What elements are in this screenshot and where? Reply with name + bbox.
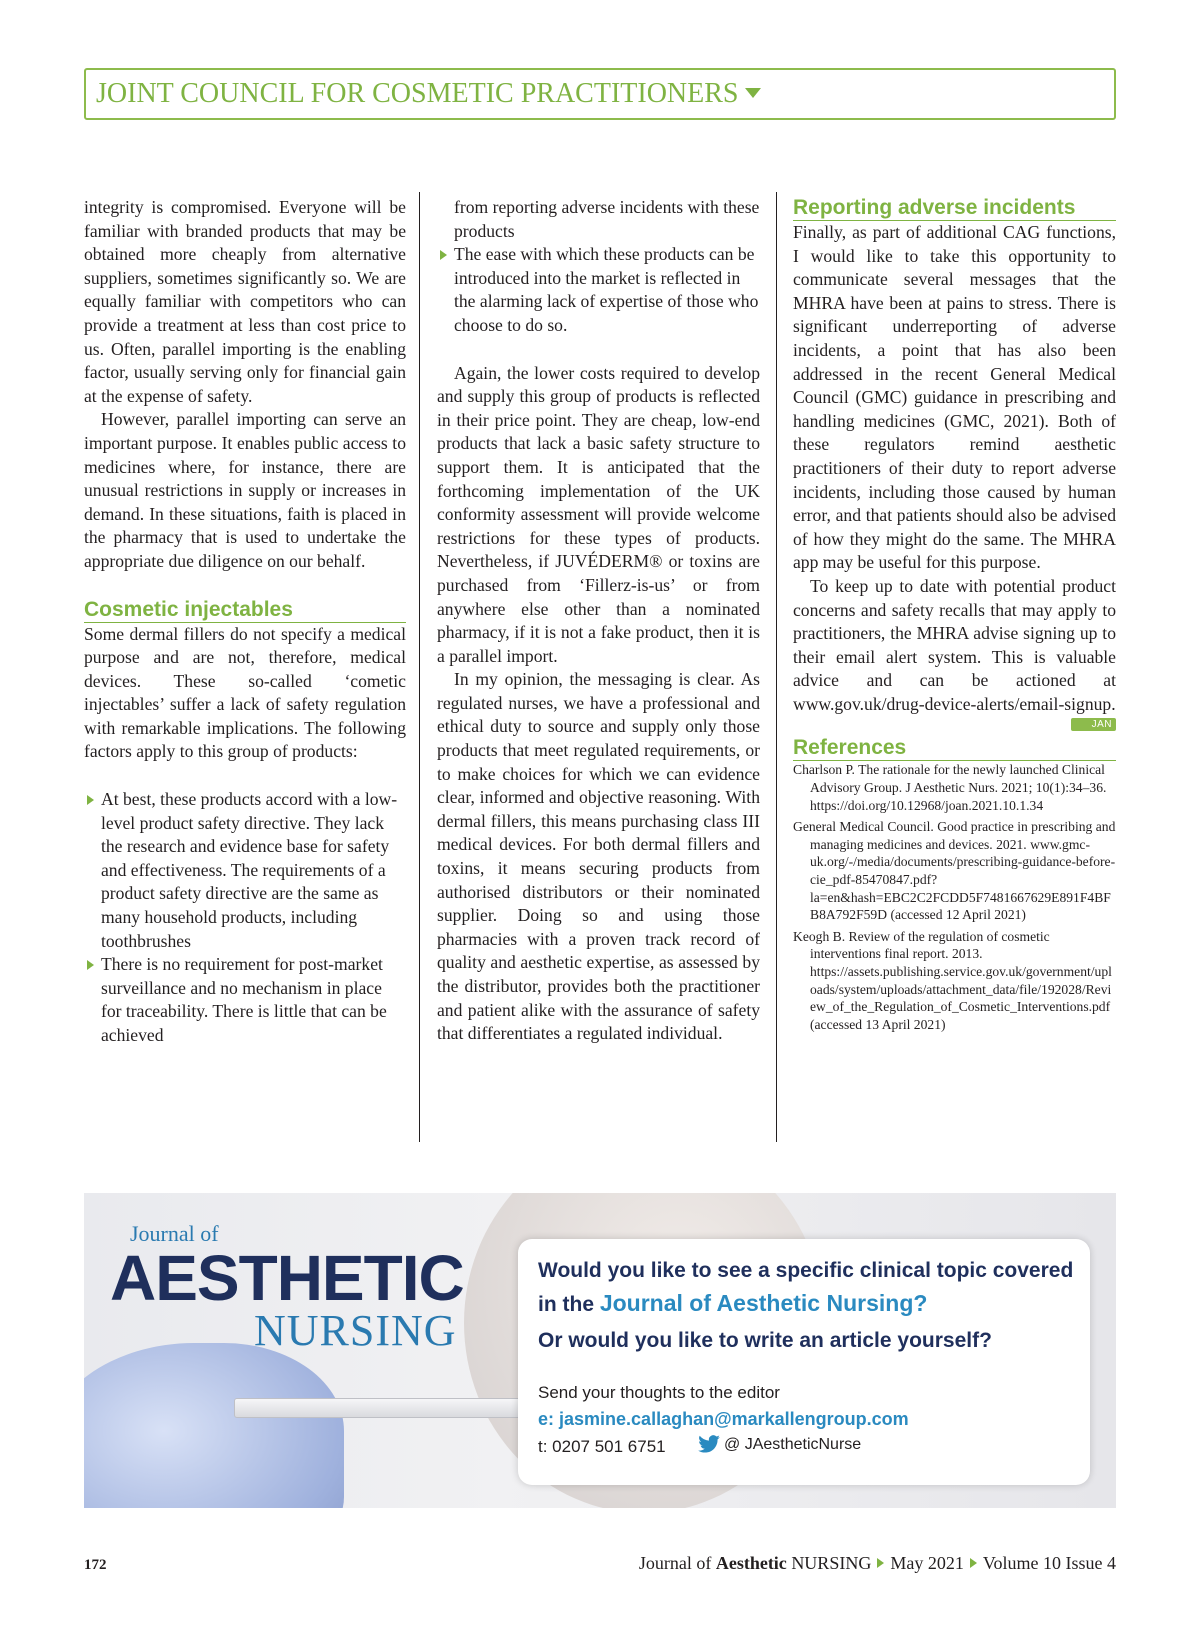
- bullet-item: At best, these products accord with a low-level product safety directive. They lack the research and evidence base for safety and effectiveness. The requirements of a product safety directive are the same as many household products, including toothbrushes: [84, 788, 406, 953]
- bullet-continuation: from reporting adverse incidents with these products: [454, 197, 760, 241]
- section-heading-cosmetic-injectables: Cosmetic injectables: [84, 598, 406, 623]
- running-footer: [639, 1553, 1116, 1574]
- ad-send-thoughts: Send your thoughts to the editor: [538, 1383, 780, 1402]
- paragraph: integrity is compromised. Everyone will be familiar with branded products that may be obtained more cheaply from alternative suppliers, sometimes significantly so. We are equally familiar with competitors who can provide a treatment at less than cost price to us. Often, parallel importing is the enabling factor, usually serving only for financial gain at the expense of safety.: [84, 197, 406, 406]
- end-of-article-mark: JAN: [1071, 718, 1116, 731]
- twitter-bird-icon: [698, 1435, 720, 1453]
- triangle-right-icon: [877, 1558, 884, 1568]
- footer-volume: Volume 10 Issue 4: [982, 1553, 1116, 1573]
- reference-list: [793, 761, 1116, 1033]
- paragraph-text: To keep up to date with potential product concerns and safety recalls that may apply to practitioners, the MHRA advise signing up to their email alert system. This is valuable advice and can be actioned at www.gov.uk/drug-device-alerts/email-signup.: [793, 575, 1116, 714]
- paragraph: Finally, as part of additional CAG functions, I would like to take this opportunity to communicate several messages that the MHRA have been at pains to stress. There is significant underreporting of adverse incidents, a point that has also been addressed in the recent General Medical Council (GMC) guidance in prescribing and handling medicines (GMC, 2021). Both of these regulators remind aesthetic practitioners of their duty to report adverse incidents, including those caused by human error, and that patients should also be advised of how they might do the same. The MHRA app may be useful for this purpose.: [793, 222, 1116, 573]
- ad-journal-name: Journal of Aesthetic Nursing?: [599, 1290, 928, 1316]
- paragraph: [793, 575, 1116, 731]
- journal-advertisement: [84, 1193, 1116, 1508]
- footer-journal-bold: Aesthetic: [715, 1553, 787, 1573]
- paragraph: In my opinion, the messaging is clear. As regulated nurses, we have a professional and ethical duty to source and supply only those products that meet regulated requirements, or to make choices for which we can evidence clear, informed and objective reasoning. With dermal fillers, this means purchasing class III medical devices. For both dermal fillers and toxins, it means securing products from authorised distributors or their nominated supplier. Doing so and using those pharmacies with a proven track record of quality and aesthetic expertise, as assessed by the distributor, provides both the practitioner and patient alike with the assurance of safety that differentiates a regulated individual.: [437, 669, 760, 1044]
- reference-item: Charlson P. The rationale for the newly launched Clinical Advisory Group. J Aesthetic Nurs. 2021; 10(1):34–36. https://doi.org/10.12968/joan.2021.10.1.34: [793, 762, 1107, 813]
- footer-journal-pre: Journal of: [638, 1553, 712, 1573]
- article-column-2: [437, 196, 760, 1046]
- footer-date: May 2021: [890, 1553, 964, 1573]
- paragraph: Again, the lower costs required to develop and supply this group of products is reflected in their price point. They are cheap, low-end products that lack a basic safety structure to support them. It is anticipated that the forthcoming implementation of the UK conformity assessment will provide welcome restrictions for these types of products. Nevertheless, if JUVÉDERM® or toxins are purchased from ‘Fillerz-is-us’ or from anywhere else other than a nominated pharmacy, if it is not a fake product, then it is a parallel import.: [437, 362, 760, 666]
- spacer: [793, 716, 1116, 736]
- ad-question-write: Or would you like to write an article yourself?: [538, 1329, 992, 1352]
- spacer: [84, 574, 406, 598]
- ad-logo-nursing: NURSING: [254, 1306, 457, 1355]
- paragraph: Some dermal fillers do not specify a medical purpose and are not, therefore, medical devices. These so-called ‘cometic injectables’ suffer a lack of safety regulation with remarkable implications. The following factors apply to this group of products:: [84, 623, 406, 762]
- section-header-title: [96, 78, 761, 110]
- ad-logo-aesthetic: AESTHETIC: [110, 1242, 464, 1314]
- caret-down-icon: [745, 88, 761, 98]
- triangle-right-icon: [970, 1558, 977, 1568]
- ad-question-text: Would you like to see a specific clinical topic covered in the: [538, 1259, 1074, 1316]
- reference-item: General Medical Council. Good practice in prescribing and managing medicines and devices. 2021. www.gmc-uk.org/-/media/documents/prescribing-guidance-before-cie_pdf-85470847.pdf?la=en&hash=EBC2C2FCDD5F7481667629E891F4BFB8A792F59D (accessed 12 April 2021): [793, 819, 1116, 923]
- column-divider-1: [419, 192, 420, 1142]
- ad-twitter-handle[interactable]: [698, 1435, 861, 1454]
- ad-editor-email[interactable]: e: jasmine.callaghan@markallengroup.com: [538, 1409, 909, 1429]
- header-title-text: JOINT COUNCIL FOR COSMETIC PRACTITIONERS: [96, 78, 739, 109]
- article-column-1: [84, 196, 406, 1048]
- ad-question-topic: [538, 1255, 1078, 1321]
- ad-gloved-hand: [84, 1343, 344, 1508]
- spacer: [437, 338, 760, 362]
- spacer: [84, 764, 406, 788]
- page-number: 172: [84, 1557, 107, 1573]
- footer-journal-post: NURSING: [791, 1553, 872, 1573]
- ad-telephone: t: 0207 501 6751: [538, 1437, 666, 1456]
- bullet-item: The ease with which these products can be introduced into the market is reflected in the alarming lack of expertise of those who choose to do so.: [437, 243, 760, 337]
- ad-callout-card: [518, 1239, 1090, 1485]
- column-divider-2: [776, 192, 777, 1142]
- paragraph: However, parallel importing can serve an important purpose. It enables public access to medicines where, for instance, there are unusual restrictions in supply or increases in demand. In these situations, faith is placed in the pharmacy that is used to undertake the appropriate due diligence on our behalf.: [84, 409, 406, 571]
- ad-logo-journal-of: Journal of: [130, 1221, 219, 1246]
- bullet-item: There is no requirement for post-market surveillance and no mechanism in place for traceability. There is little that can be achieved: [84, 953, 406, 1047]
- ad-twitter-text: @ JAestheticNurse: [724, 1436, 862, 1453]
- ad-syringe: [234, 1398, 546, 1418]
- section-header-box: [84, 68, 1116, 120]
- reference-item: Keogh B. Review of the regulation of cosmetic interventions final report. 2013. https://assets.publishing.service.gov.uk/government/uploads/system/uploads/attachment_data/file/192028/Review_of_the_Regulation_of_Cosmetic_Interventions.pdf (accessed 13 April 2021): [793, 928, 1112, 1032]
- article-column-3: [793, 196, 1116, 1037]
- section-heading-reporting-adverse-incidents: Reporting adverse incidents: [793, 196, 1116, 221]
- section-heading-references: References: [793, 736, 1116, 761]
